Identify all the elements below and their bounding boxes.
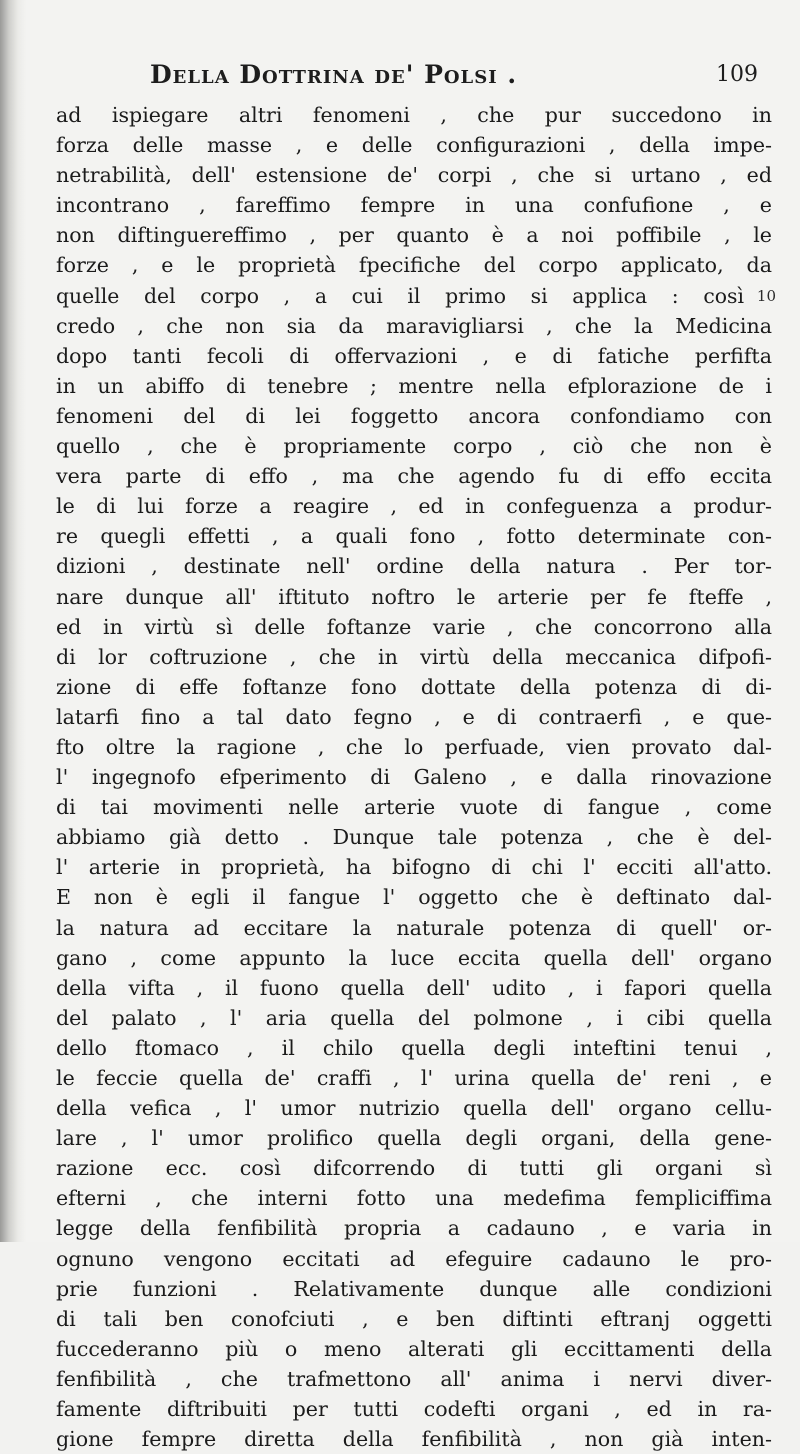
text-line: fto oltre la ragione , che lo perfuade, vien provato dal- <box>56 734 772 759</box>
text-line: dopo tanti fecoli di offervazioni , e di fatiche perfifta <box>56 343 772 368</box>
text-line-content: quelle del corpo , a cui il primo si applica : così <box>56 283 744 308</box>
text-line: gano , come appunto la luce eccita quella dell' organo <box>56 945 772 970</box>
text-line: vera parte di effo , ma che agendo fu di effo eccita <box>56 464 772 489</box>
text-line: efterni , che interni fotto una medefima fempliciffima <box>56 1186 772 1211</box>
text-line: famente diftribuiti per tutti codefti organi , ed in ra- <box>56 1397 772 1422</box>
text-line: del palato , l' aria quella del polmone , i cibi quella <box>56 1005 772 1030</box>
text-line: le feccie quella de' craffi , l' urina quella de' reni , e <box>56 1066 772 1090</box>
text-line-with-margin-number <box>56 281 776 311</box>
text-line: nare dunque all' iftituto noftro le arterie per fe fteffe , <box>56 584 772 609</box>
text-line: latarfi fino a tal dato fegno , e di contraerfi , e que- <box>56 704 772 729</box>
text-line: di tali ben conofciuti , e ben diftinti eftranj oggetti <box>56 1306 772 1331</box>
text-line: l' arterie in proprietà, ha bifogno di chi l' ecciti all'atto. <box>56 855 772 880</box>
text-line: netrabilità, dell' estensione de' corpi , che si urtano , ed <box>56 163 772 188</box>
text-line: credo , che non sia da maravigliarsi , che la Medicina <box>56 313 772 338</box>
text-line: ognuno vengono eccitati ad efeguire cadauno le pro- <box>56 1246 772 1271</box>
text-line: re quegli effetti , a quali fono , fotto determinate con- <box>56 524 772 549</box>
text-line: della vifta , il fuono quella dell' udito , i fapori quella <box>56 975 772 1000</box>
text-line: forza delle masse , e delle configurazioni , della impe- <box>56 133 772 158</box>
text-line: abbiamo già detto . Dunque tale potenza , che è del- <box>56 825 772 850</box>
text-line: ad ispiegare altri fenomeni , che pur succedono in <box>56 103 772 127</box>
text-line: forze , e le proprietà fpecifiche del corpo applicato, da <box>56 253 772 278</box>
text-line: gione fempre diretta della fenfibilità , non già inten- <box>56 1427 772 1452</box>
text-line: di lor coftruzione , che in virtù della meccanica difpofi- <box>56 644 772 669</box>
text-line: legge della fenfibilità propria a cadauno , e varia in <box>56 1216 772 1241</box>
text-line: l' ingegnofo efperimento di Galeno , e dalla rinovazione <box>56 765 772 790</box>
text-line: dello ftomaco , il chilo quella degli inteftini tenui , <box>56 1035 772 1060</box>
text-line: E non è egli il fangue l' oggetto che è deftinato dal- <box>56 885 772 910</box>
text-line: incontrano , fareffimo fempre in una confufione , e <box>56 193 772 218</box>
text-line: di tai movimenti nelle arterie vuote di fangue , come <box>56 795 772 820</box>
body-text <box>56 100 776 1454</box>
page-number: 109 <box>716 62 758 87</box>
margin-line-number: 10 <box>756 286 776 305</box>
text-line: le di lui forze a reagire , ed in confeguenza a produr- <box>56 494 772 519</box>
text-line: razione ecc. così difcorrendo di tutti gli organi sì <box>56 1156 772 1181</box>
text-line: dizioni , destinate nell' ordine della natura . Per tor- <box>56 554 772 579</box>
text-line: in un abiffo di tenebre ; mentre nella efplorazione de i <box>56 373 772 398</box>
text-line: prie funzioni . Relativamente dunque alle condizioni <box>56 1276 772 1301</box>
text-line: la natura ad eccitare la naturale potenza di quell' or- <box>56 915 772 940</box>
text-line: quello , che è propriamente corpo , ciò che non è <box>56 434 772 459</box>
running-head <box>60 60 760 94</box>
text-line: fenfibilità , che trafmettono all' anima i nervi diver- <box>56 1366 772 1391</box>
text-line: zione di effe foftanze fono dottate della potenza di di- <box>56 674 772 699</box>
text-line: fuccederanno più o meno alterati gli eccittamenti della <box>56 1336 772 1361</box>
running-title: Della Dottrina de' Polsi . <box>150 60 518 89</box>
text-line: della vefica , l' umor nutrizio quella dell' organo cellu- <box>56 1096 772 1121</box>
text-line: non diftinguereffimo , per quanto è a noi poffibile , le <box>56 223 772 248</box>
text-line: fenomeni del di lei foggetto ancora confondiamo con <box>56 403 772 428</box>
page-spine-shadow <box>0 0 26 1242</box>
text-line: lare , l' umor prolifico quella degli organi, della gene- <box>56 1126 772 1151</box>
text-line: ed in virtù sì delle foftanze varie , che concorrono alla <box>56 614 772 639</box>
